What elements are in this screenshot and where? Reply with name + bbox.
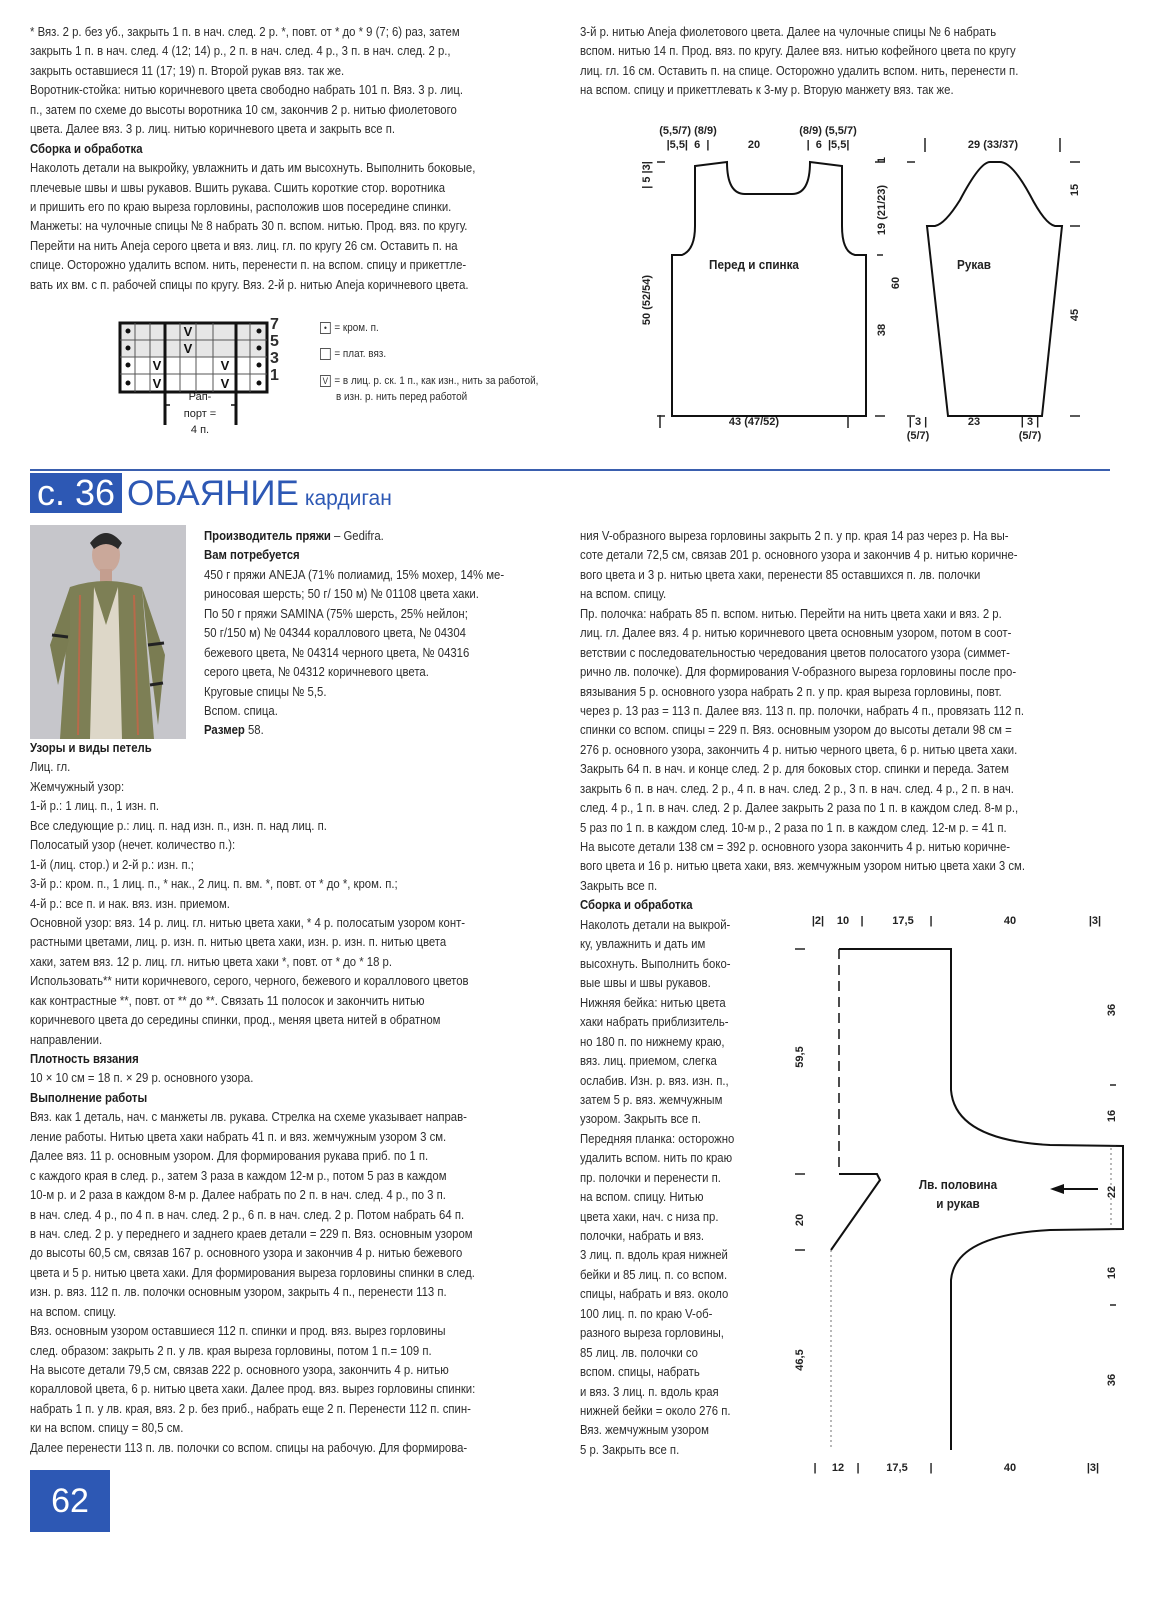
svg-text:V: V — [183, 341, 193, 356]
dim-label: (5,5/7) (8/9) — [659, 125, 717, 137]
text-line: Пр. полочка: набрать 85 п. вспом. нитью. Перейти на нить цвета хаки и вяз. 2 р. — [580, 605, 1002, 621]
text-line: По 50 г пряжи SAMINA (75% шерсть, 25% нейлон; — [204, 605, 468, 621]
text-line: коричневого цвета до середины спинки, прод., меняя цвета нитей в обратном — [30, 1012, 441, 1028]
dim-label: | 3 | — [1020, 416, 1040, 428]
dim-label: 17,5 — [886, 1462, 908, 1474]
legend-text: = в лиц. р. ск. 1 п., как изн., нить за работой, — [334, 375, 539, 387]
text-line: цвета хаки, нач. с низа пр. — [580, 1208, 719, 1224]
dim-tick: | — [860, 915, 864, 927]
front-back-outline — [672, 162, 866, 416]
text-line: удалить вспом. нить по краю — [580, 1150, 733, 1166]
dim-label: 40 — [1003, 1462, 1017, 1474]
page-number: 62 — [30, 1470, 110, 1532]
text-line: пр. полочки и перенести п. — [580, 1169, 721, 1185]
page-reference-badge: с. 36 — [30, 473, 122, 513]
text-line: Наколоть детали на выкрой- — [580, 917, 731, 932]
text-line: 3 лиц. п. вдоль края нижней — [580, 1247, 728, 1263]
text-line: до высоты 60,5 см, связав 167 р. основного узора и закончив 4 р. нитью бежевого — [30, 1245, 463, 1261]
text-line: закрыть 6 п. в нач. след. 2 р., 4 п. в нач. след. 2 р., 3 п. в нач. след. 4 р., 2 п. в нач. — [580, 780, 1014, 796]
slip-stitch-icon: V — [320, 375, 331, 387]
dim-label: 20 — [794, 1213, 806, 1227]
dim-label: 16 — [1106, 1109, 1118, 1123]
text-line: лиц. гл. Далее вяз. 4 р. нитью коричневого цвета основным узором, потом в соот- — [580, 625, 1012, 641]
dim-label: 15 — [1069, 183, 1081, 197]
dim-label: 22 — [1106, 1185, 1118, 1199]
dim-tick: | — [813, 1462, 817, 1474]
heading-text: Вам потребуется — [204, 547, 300, 563]
dim-tick: | — [856, 1462, 860, 1474]
text-line: 50 г/150 м) № 04344 кораллового цвета, № 04304 — [204, 625, 466, 641]
text-line: п., затем по схеме до высоты воротника 10 см, закончив 2 р. нитью фиолетового — [30, 101, 457, 117]
text-line: вспом. спицы, набрать — [580, 1364, 700, 1380]
text-line: коралловой цвета, 6 р. нитью цвета хаки. Далее прод. вяз. вырез горловины спинки: — [30, 1381, 476, 1397]
text-line: Вспом. спица. — [204, 702, 278, 718]
cardigan-outline — [839, 949, 1123, 1450]
diagram-title: Перед и спинка — [709, 257, 799, 272]
text-line: вого цвета и 16 р. нитью цвета хаки, вяз. жемчужным узором нитью цвета хаки 3 см. — [580, 858, 1026, 874]
dim-label: 10 — [836, 915, 850, 927]
dim-label: 20 — [747, 139, 761, 151]
text-line: Круговые спицы № 5,5. — [204, 683, 327, 699]
text-line: Полосатый узор (нечет. количество п.): — [30, 837, 236, 853]
text-line: 5 р. Закрыть все п. — [580, 1441, 680, 1457]
text-line: Закрыть 64 п. в нач. и конце след. 2 р. для боковых стор. спинки и переда. Затем — [580, 761, 1009, 777]
pattern-subtitle: кардиган — [304, 487, 392, 510]
text-line: вого цвета и 3 р. нитью цвета хаки, перенести 85 оставшихся п. лв. полочки — [580, 566, 981, 582]
text-line: 4-й р.: все п. и нак. вяз. изн. приемом. — [30, 895, 230, 911]
text-line: 100 лиц. п. по краю V-об- — [580, 1305, 713, 1321]
text-line: ослабив. Изн. р. вяз. изн. п., — [580, 1072, 729, 1088]
text-line: Далее вяз. 11 р. основным узором. Для формирования рукава приб. по 1 п. — [30, 1148, 429, 1164]
heading-text: Выполнение работы — [30, 1089, 148, 1105]
text-line: * Вяз. 2 р. без уб., закрыть 1 п. в нач. след. 2 р. *, повт. от * до * 9 (7; 6) раз, затем — [30, 24, 460, 39]
text-line: Нижняя бейка: нитью цвета — [580, 994, 726, 1010]
text-line: 10 × 10 см = 18 п. × 29 р. основного узора. — [30, 1070, 254, 1086]
dim-label: 46,5 — [794, 1349, 806, 1371]
dim-label: | 6 |5,5| — [806, 139, 850, 151]
dim-label: 43 (47/52) — [728, 416, 780, 428]
legend-slip-stitch-cont: в изн. р. нить перед работой — [336, 391, 468, 403]
text-line: на вспом. спицу и прикеттлевать к 3-му р. Вторую манжету вяз. так же. — [580, 82, 954, 98]
svg-text:V: V — [183, 324, 193, 339]
text-line: вяз. лиц. приемом, слегка — [580, 1053, 717, 1069]
text-line: полочки, набрать и вяз. — [580, 1228, 705, 1243]
text-line: и вяз. 3 лиц. п. вдоль края — [580, 1383, 719, 1399]
svg-text:V: V — [152, 358, 162, 373]
text-line: плечевые швы и швы рукавов. Вшить рукава. Сшить короткие стор. воротника — [30, 179, 446, 195]
text-line: Перейти на нить Aneja серого цвета и вяз. лиц. гл. по кругу 26 см. Оставить п. на — [30, 237, 458, 253]
text-line: Жемчужный узор: — [30, 778, 125, 794]
line-text: 58. — [244, 722, 264, 738]
text-line: 276 р. основного узора, закончить 4 р. нитью черного цвета, 6 р. нитью цвета хаки. — [580, 741, 1018, 757]
text-line: в нач. след. 2 р. у переднего и заднего краев детали = 229 п. Вяз. основным узором — [30, 1225, 473, 1241]
text-line: Основной узор: вяз. 14 р. лиц. гл. нитью цвета хаки, * 4 р. полосатым узором конт- — [30, 914, 466, 930]
text-line: на вспом. спицу. Нитью — [580, 1189, 704, 1205]
text-line: Закрыть все п. — [580, 877, 658, 893]
heading-text: Производитель пряжи — [204, 528, 331, 543]
text-line: Вяз. основным узором оставшиеся 112 п. спинки и прод. вяз. вырез горловины — [30, 1323, 446, 1339]
svg-text:V: V — [152, 376, 162, 391]
row-number: 3 — [270, 350, 279, 367]
work-direction-arrow-icon — [1050, 1184, 1098, 1194]
text-line: Манжеты: на чулочные спицы № 8 набрать 30 п. вспом. нитью. Прод. вяз. по кругу. — [30, 218, 468, 234]
text-line: 1-й (лиц. стор.) и 2-й р.: изн. п.; — [30, 856, 194, 872]
heading-text: Размер — [204, 722, 245, 738]
dim-label: 19 (21/23) — [876, 184, 888, 236]
row-number: 1 — [270, 367, 279, 384]
legend-text: = плат. вяз. — [334, 348, 387, 360]
text-line: спице. Осторожно удалить вспом. нить, перенести п. на вспом. спицу и прикеттле- — [30, 257, 467, 273]
diagram-title: Рукав — [957, 257, 991, 272]
text-line: вать их вм. с п. рабочей спицы по кругу. Вяз. 2-й р. нитью Aneja коричневого цвета. — [30, 276, 469, 292]
pattern-title: ОБАЯНИЕ — [127, 474, 299, 513]
text-line: затем 5 р. вяз. жемчужным — [580, 1091, 723, 1107]
text-line: хаки, затем вяз. 12 р. лиц. гл. нитью цвета хаки *, повт. от * до * 18 р. — [30, 953, 393, 969]
text-line: и пришить его по краю выреза горловины, расположив шов посередине спинки. — [30, 198, 452, 214]
text-line: Передняя планка: осторожно — [580, 1130, 735, 1146]
text-line: 1-й р.: 1 лиц. п., 1 изн. п. — [30, 798, 159, 814]
text-line: на вспом. спицу. — [580, 586, 667, 602]
text-line: Вяз. жемчужным узором — [580, 1422, 709, 1438]
dim-label: |3| — [1086, 1462, 1100, 1474]
text-line: но 180 п. по нижнему краю, — [580, 1033, 725, 1049]
text-line: Использовать** нити коричневого, серого, черного, бежевого и кораллового цветов — [30, 973, 469, 989]
heading-text: Узоры и виды петель — [30, 740, 152, 755]
dim-label: 59,5 — [794, 1046, 806, 1068]
dim-label: 60 — [890, 276, 902, 290]
dim-label: 29 (33/37) — [967, 139, 1019, 151]
text-line: риносовая шерсть; 50 г/ 150 м) № 01108 цвета хаки. — [204, 586, 479, 602]
edge-stitch-icon: • — [320, 322, 331, 334]
text-line: Лиц. гл. — [30, 759, 71, 775]
text-line: Далее перенести 113 п. лв. полочки со вспом. спицы на рабочую. Для формирова- — [30, 1439, 468, 1455]
dim-label: (5/7) — [906, 430, 930, 442]
dim-label: 36 — [1106, 1003, 1118, 1017]
dim-label: 36 — [1106, 1373, 1118, 1387]
dim-label: 16 — [1106, 1266, 1118, 1280]
legend-text: = кром. п. — [334, 322, 379, 334]
text-line: рично лв. полочке). Для формирования V-образного выреза горловины после про- — [580, 664, 1017, 680]
line-text: – Gedifra. — [330, 528, 384, 543]
dim-label: 38 — [876, 323, 888, 337]
sleeve-outline — [927, 162, 1062, 416]
diagram-title: и рукав — [936, 1196, 980, 1211]
text-line: серого цвета, № 04312 коричневого цвета. — [204, 664, 429, 680]
text-line: 3-й р. нитью Aneja фиолетового цвета. Далее на чулочные спицы № 6 набрать — [580, 24, 997, 39]
text-line: вые швы и швы рукавов. — [580, 975, 711, 991]
dim-label: |2| — [811, 915, 825, 927]
dim-tick: | — [929, 1462, 933, 1474]
text-line: ку, увлажнить и дать им — [580, 936, 706, 952]
text-line: 10-м р. и 2 раза в каждом 8-м р. Далее набрать по 2 п. в нач. след. 4 р., по 3 п. — [30, 1187, 446, 1203]
dim-label: (5/7) — [1018, 430, 1042, 442]
dim-tick: | — [929, 915, 933, 927]
text-line: вязывания 5 р. основного узора набрать 2 п. у пр. края выреза горловины, повт. — [580, 683, 1002, 699]
dim-label: 40 — [1003, 915, 1017, 927]
heading-text: Сборка и обработка — [580, 897, 693, 913]
text-line: закрыть оставшиеся 11 (17; 19) п. Второй рукав вяз. так же. — [30, 62, 345, 78]
text-line: ление работы. Нитью цвета хаки набрать 41 п. и вяз. жемчужным узором 3 см. — [30, 1128, 447, 1144]
text-line: вспом. нитью 14 п. Прод. вяз. по кругу. Далее вяз. нитью кофейного цвета по кругу — [580, 43, 1016, 59]
rapport-label: 4 п. — [190, 424, 210, 436]
diagram-title: Лв. половина — [918, 1177, 998, 1192]
heading-text: Сборка и обработка — [30, 140, 143, 156]
text-line: изн. р. вяз. 112 п. лв. полочки основным узором, закрыть 4 п., перенести 113 п. — [30, 1284, 447, 1300]
text-line: нижней бейки = около 276 п. — [580, 1402, 731, 1418]
heading-text: Плотность вязания — [30, 1051, 139, 1066]
text-line: в нач. след. 4 р., по 4 п. в нач. след. 2 р., 6 п. в нач. след. 2 р. Потом набрать 64 п. — [30, 1206, 465, 1222]
text-line: ки на вспом. спицу = 80,5 см. — [30, 1420, 184, 1436]
text-line: цвета и 5 р. нитью цвета хаки. Для формирования выреза горловины спинки в след. — [30, 1264, 475, 1280]
text-line: Воротник-стойка: нитью коричневого цвета свободно набрать 101 п. Вяз. 3 р. лиц. — [30, 82, 463, 98]
dim-label: |5,5| 6 | — [666, 139, 710, 151]
text-line: Вяз. как 1 деталь, нач. с манжеты лв. рукава. Стрелка на схеме указывает направ- — [30, 1109, 467, 1125]
text-line: Наколоть детали на выкройку, увлажнить и дать им высохнуть. Выполнить боковые, — [30, 160, 476, 176]
text-line: Все следующие р.: лиц. п. над изн. п., изн. п. над лиц. п. — [30, 817, 327, 833]
dim-label: | 3 | — [908, 416, 928, 428]
text-line: с каждого края в след. р., затем 3 раза в каждом 12-м р., потом 5 раз в каждом — [30, 1167, 447, 1183]
text-line: высохнуть. Выполнить боко- — [580, 955, 731, 971]
dim-label: 45 — [1069, 308, 1081, 322]
dim-label: 12 — [831, 1462, 845, 1474]
dim-label: | 5 |3| — [641, 161, 653, 189]
dim-label: |3| — [1088, 915, 1102, 927]
text-line: через р. 13 раз = 113 п. Далее вяз. 113 п. пр. полочки, набрать 4 п., провязать 112 п. — [580, 702, 1025, 718]
text-line: разного выреза горловины, — [580, 1325, 724, 1341]
text-line: На высоте детали 79,5 см, связав 222 р. основного узора, закончить 4 р. нитью — [30, 1362, 449, 1377]
text-line: 3-й р.: кром. п., 1 лиц. п., * нак., 2 лиц. п. вм. *, повт. от * до *, кром. п.; — [30, 876, 398, 892]
rapport-label: Рап- — [188, 391, 212, 403]
text-line: растными цветами, лиц. р. изн. п. нитью цвета хаки, изн. р. изн. п. нитью цвета — [30, 934, 447, 950]
dim-label: (8/9) (5,5/7) — [799, 125, 857, 137]
text-line: 450 г пряжи ANEJA (71% полиамид, 15% мохер, 14% ме- — [204, 566, 505, 582]
text-line: спицы, набрать и вяз. около — [580, 1286, 729, 1302]
text-line: бейки и 85 лиц. п. со вспом. — [580, 1266, 728, 1282]
text-line: след. образом: закрыть 2 п. у лв. края выреза горловины, потом 1 п.= 109 п. — [30, 1342, 432, 1358]
text-line: закрыть 1 п. в нач. след. 4 (12; 14) р., 2 п. в нач. след. 4 р., 3 п. в нач. след. 2 р., — [30, 43, 451, 59]
dim-label: 17,5 — [892, 915, 914, 927]
text-line: ветствии с последовательностью чередования цветов полосатого узора (симмет- — [580, 644, 1010, 660]
dim-label: 1 — [876, 156, 888, 164]
text-line: узором. Закрыть все п. — [580, 1111, 701, 1127]
rapport-label: порт = — [183, 408, 217, 420]
text-line: на вспом. спицу. — [30, 1303, 117, 1319]
row-number: 5 — [270, 333, 279, 350]
text-line: спинки со вспом. спицы = 229 п. Вяз. основным узором до высоты детали 98 см = — [580, 722, 1012, 738]
text-line: соте детали 72,5 см, связав 201 р. основного узора и закончив 4 р. нитью коричне- — [580, 547, 1018, 563]
text-line: ния V-образного выреза горловины закрыть 2 п. у пр. края 14 раз через р. На вы- — [580, 528, 1009, 543]
text-line: направлении. — [30, 1031, 103, 1047]
svg-text:V: V — [220, 376, 230, 391]
dim-label: 23 — [967, 416, 981, 428]
text-line: На высоте детали 138 см = 392 р. основного узора закончить 4 р. нитью коричне- — [580, 839, 1011, 854]
text-line: хаки набрать приблизитель- — [580, 1014, 729, 1030]
text-line: бежевого цвета, № 04314 черного цвета, № 04316 — [204, 644, 470, 660]
text-line: 5 раз по 1 п. в каждом след. 10-м р., 2 раза по 1 п. в каждом след. 12-м р. = 41 п. — [580, 819, 1007, 835]
neckline-notch — [831, 1174, 880, 1250]
text-line: след. 4 р., 1 п. в нач. след. 2 р. Далее закрыть 2 раза по 1 п. в каждом след. 8-м р., — [580, 800, 1019, 816]
text-line: цвета. Далее вяз. 3 р. лиц. нитью коричневого цвета и закрыть все п. — [30, 121, 396, 137]
text-line: набрать 1 п. у лв. края, вяз. 2 р. без приб., набрать еще 2 п. Перенести 112 п. спин- — [30, 1400, 471, 1416]
dim-label: 50 (52/54) — [641, 274, 653, 326]
row-number: 7 — [270, 316, 279, 333]
svg-text:V: V — [220, 358, 230, 373]
text-line: 85 лиц. лв. полочки со — [580, 1344, 698, 1360]
text-line: как контрастные **, повт. от ** до **. Связать 11 полосок и закончить нитью — [30, 992, 425, 1008]
text-line: лиц. гл. 16 см. Оставить п. на спице. Осторожно удалить вспом. нить, перенести п. — [580, 62, 1019, 78]
